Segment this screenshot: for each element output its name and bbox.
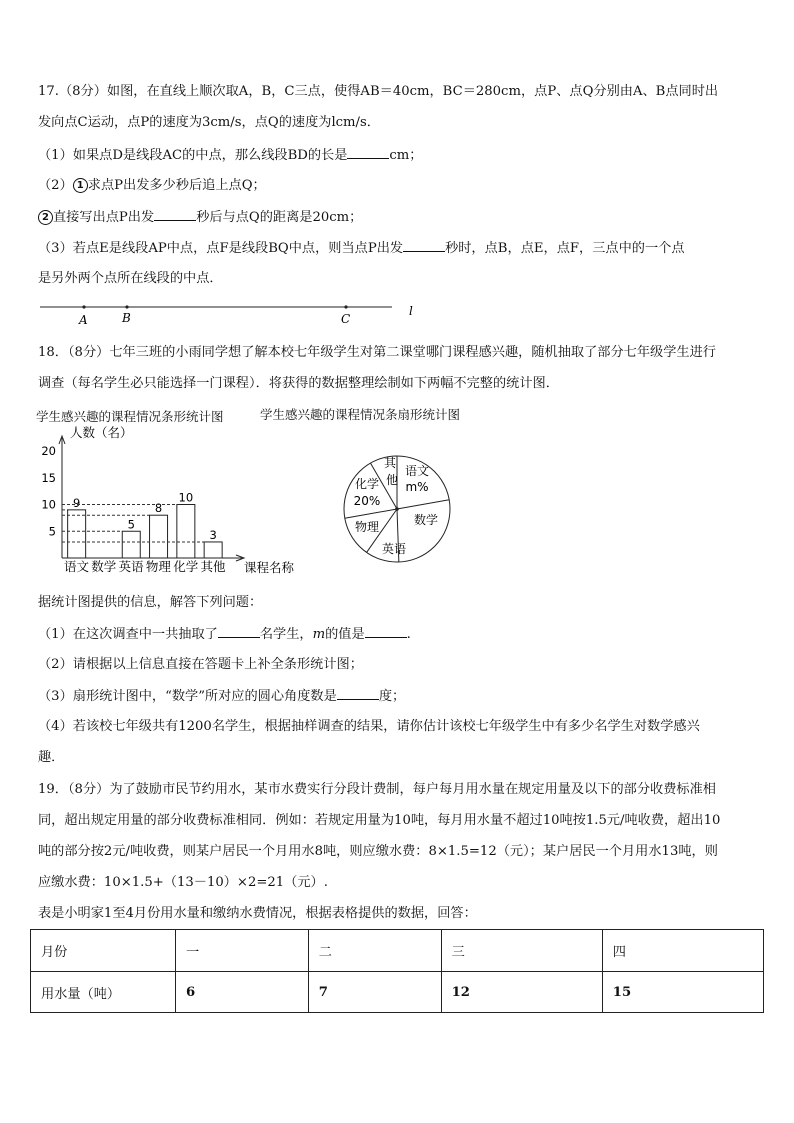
table-cell: 月份 <box>31 930 176 972</box>
answer-blank[interactable] <box>337 687 379 700</box>
pie-chart-title: 学生感兴趣的课程情况条扇形统计图 <box>260 407 461 422</box>
slice-label: 英语 <box>381 542 407 556</box>
data-label: 10 <box>178 490 194 505</box>
q17-part-2b <box>38 208 362 227</box>
slice-value-label: m% <box>405 480 429 494</box>
q19-line-2: 同，超出规定用量的部分收费标准相同．例如：若规定用量为10吨，每月用水量不超过10吨按1.5元/吨收费，超出10 <box>38 813 721 828</box>
water-usage-table <box>30 929 764 1013</box>
slice-label: 物理 <box>354 520 380 534</box>
point-a <box>82 305 85 308</box>
bar <box>177 505 195 559</box>
bar-chart <box>30 420 320 580</box>
bar <box>68 510 86 558</box>
q17-part-1 <box>38 146 422 165</box>
y-axis-label: 人数（名） <box>70 425 133 440</box>
q17-part-2-label: （2） <box>38 178 73 193</box>
table-row <box>31 972 764 1013</box>
point-c <box>344 305 347 308</box>
q19-line-3: 吨的部分按2元/吨收费，则某户居民一个月用水8吨，则应缴水费：8×1.5=12（元）；某户居民一个月用水13吨，则 <box>38 844 718 859</box>
q18-sub-2: （2）请根据以上信息直接在答题卡上补全条形统计图； <box>38 657 363 672</box>
bar-chart-title: 学生感兴趣的课程情况条形统计图 <box>36 409 224 424</box>
table-cell: 用水量（吨） <box>31 972 176 1013</box>
answer-blank[interactable] <box>154 208 196 221</box>
answer-blank[interactable] <box>365 625 407 638</box>
x-tick-label: 英语 <box>118 559 144 574</box>
q18-sub-4-line-1: （4）若该校七年级共有1200名学生，根据抽样调查的结果，请你估计该校七年级学生中有多少名学生对数学感兴 <box>38 719 700 734</box>
answer-blank[interactable] <box>347 146 389 159</box>
variable-m: m <box>312 627 326 642</box>
q18-sub-3-text: （3）扇形统计图中，“数学”所对应的圆心角度数是 <box>38 689 337 704</box>
pie-center <box>395 507 399 511</box>
x-tick-label: 数学 <box>91 559 117 574</box>
q18-sub-4-line-2: 趣． <box>38 750 65 765</box>
table-cell: 二 <box>308 930 441 972</box>
q17-part-3-line-2: 是另外两个点所在线段的中点． <box>38 271 223 286</box>
q19-table-intro: 表是小明家1至4月份用水量和缴纳水费情况，根据表格提供的数据，回答： <box>38 906 477 921</box>
bar <box>204 542 222 558</box>
q18-sub-1-mid: 名学生， <box>259 627 313 642</box>
pie-chart <box>335 445 465 575</box>
line-label-l: l <box>409 304 413 318</box>
q17-part-3-post: 秒时，点B，点E，点F，三点中的一个点 <box>445 241 685 256</box>
data-label: 3 <box>209 527 217 542</box>
x-tick-label: 其他 <box>200 559 226 574</box>
point-b-label: B <box>122 311 131 325</box>
q18-line-2: 调查（每名学生必只能选择一门课程）．将获得的数据整理绘制如下两幅不完整的统计图． <box>38 376 559 391</box>
q19-line-4: 应缴水费：10×1.5+（13－10）×2=21（元）. <box>38 875 328 890</box>
answer-blank[interactable] <box>218 625 260 638</box>
q18-intro: 据统计图提供的信息，解答下列问题： <box>38 595 263 610</box>
table-cell: 7 <box>308 972 441 1013</box>
table-row <box>31 930 764 972</box>
data-label: 5 <box>127 517 135 532</box>
q17-part-2 <box>38 177 266 195</box>
table-cell: 一 <box>176 930 309 972</box>
point-c-label: C <box>341 312 351 326</box>
slice-label: 他 <box>385 473 399 487</box>
q18-sub-1-text: （1）在这次调查中一共抽取了 <box>38 627 218 642</box>
q18-sub-1 <box>38 625 411 644</box>
q17-part-2b-text: 直接写出点P出发 <box>53 210 155 225</box>
table-cell: 15 <box>602 972 763 1013</box>
slice-label: 数学 <box>413 513 439 527</box>
y-tick-label: 20 <box>41 444 56 458</box>
x-tick-label: 化学 <box>173 559 199 574</box>
q17-part-2b-post: 秒后与点Q的距离是20cm； <box>196 210 363 225</box>
q18-sub-1-mid2: 的值是 <box>325 627 365 642</box>
data-label: 9 <box>72 495 81 510</box>
y-tick-label: 15 <box>41 470 56 485</box>
q17-part-3-text: （3）若点E是线段AP中点，点F是线段BQ中点，则当点P出发 <box>38 241 404 256</box>
point-a-label: A <box>79 313 88 327</box>
slice-label: 化学 <box>354 477 380 491</box>
q17-line-1: 17.（8分）如图，在直线上顺次取A，B，C三点，使得AB＝40cm，BC＝280cm，点P、点Q分别由A、B点同时出 <box>38 84 719 99</box>
table-cell: 12 <box>441 972 602 1013</box>
slice-label: 其 <box>383 456 397 470</box>
bar <box>122 531 140 558</box>
y-tick-label: 10 <box>41 497 56 512</box>
number-line-figure <box>30 298 450 330</box>
answer-blank[interactable] <box>403 239 445 252</box>
q18-sub-3 <box>38 687 405 706</box>
q17-part-3 <box>38 239 685 258</box>
q18-sub-3-post: 度； <box>378 689 406 704</box>
q17-part-1-text: （1）如果点D是线段AC的中点，那么线段BD的长是 <box>38 148 348 163</box>
slice-value-label: 20% <box>353 494 381 508</box>
slice-label: 语文 <box>404 464 430 478</box>
table-cell: 6 <box>176 972 309 1013</box>
q17-line-2: 发向点C运动，点P的速度为3cm/s，点Q的速度为lcm/s． <box>38 115 380 130</box>
point-b <box>125 305 128 308</box>
data-label: 8 <box>154 501 163 516</box>
x-tick-label: 语文 <box>64 559 90 574</box>
table-cell: 三 <box>441 930 602 972</box>
q18-sub-1-post: . <box>406 627 411 642</box>
table-cell: 四 <box>602 930 763 972</box>
circled-number-1: 1 <box>73 178 88 193</box>
x-axis-label: 课程名称 <box>244 560 295 575</box>
q17-part-1-unit: cm； <box>389 148 423 163</box>
q17-part-2-text: 求点P出发多少秒后追上点Q； <box>87 178 266 193</box>
x-tick-label: 物理 <box>145 559 171 574</box>
y-tick-label: 5 <box>48 524 56 539</box>
q19-line-1: 19．（8分）为了鼓励市民节约用水，某市水费实行分段计费制，每户每月用水量在规定用量及以下的部分收费标准相 <box>38 782 716 797</box>
bar <box>150 515 168 558</box>
q18-line-1: 18．（8分）七年三班的小雨同学想了解本校七年级学生对第二课堂哪门课程感兴趣，随机抽取了部分七年级学生进行 <box>38 345 716 360</box>
circled-number-2: 2 <box>38 210 53 225</box>
